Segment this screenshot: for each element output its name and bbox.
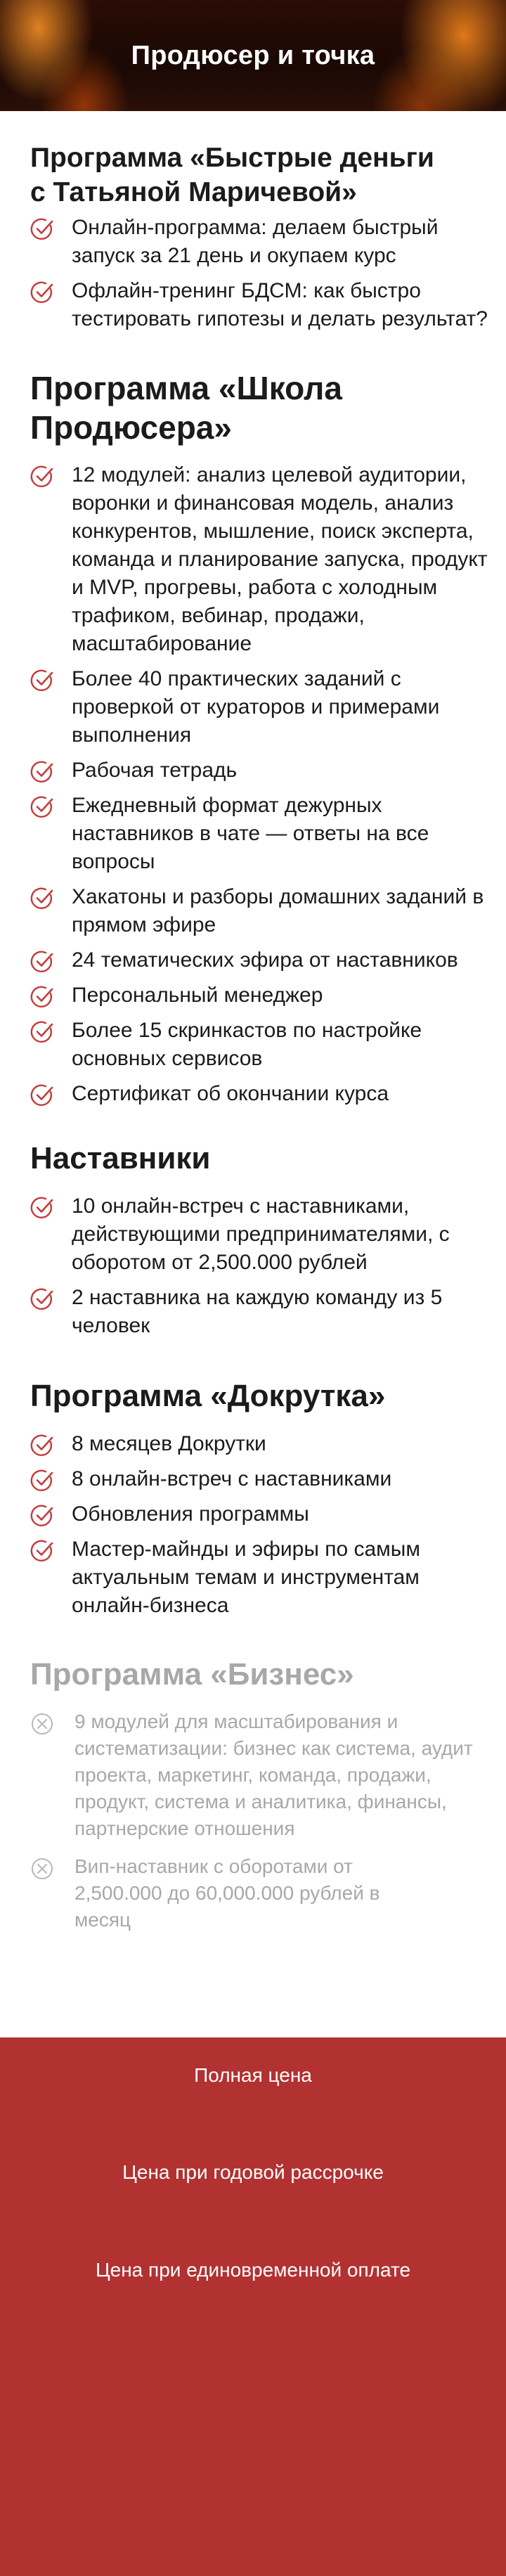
list-item-text: Обновления программы [72,1502,309,1526]
list-item [30,1500,493,1528]
list-item [30,883,493,939]
list-item-text: Более 40 практических заданий с проверкой от кураторов и примерами выполнения [72,667,440,747]
check-circle-icon [30,1434,54,1457]
check-circle-icon [30,1539,54,1563]
check-circle-icon [30,669,54,693]
list-item [30,665,493,749]
check-circle-icon [30,1196,54,1220]
list-item-text: 10 онлайн-встреч с наставниками, действующими предпринимателями, с оборотом от 2,500.000 рублей [72,1194,450,1274]
list-item [30,1284,493,1340]
list-item [30,981,493,1010]
tariff-content [0,111,506,1933]
check-circle-icon [30,1504,54,1528]
list-item-text: Офлайн-тренинг БДСМ: как быстро тестировать гипотезы и делать результат? [72,279,488,330]
list-item [30,1080,493,1108]
list-item [30,1430,493,1458]
check-circle-icon [30,281,54,304]
list-item-text: 8 месяцев Докрутки [72,1432,266,1455]
list-item [30,792,493,876]
list-item-text: 24 тематических эфира от наставников [72,948,458,972]
check-circle-icon [30,1020,54,1044]
feature-list-business [30,1708,506,1933]
list-item-text: Вип-наставник с оборотами от 2,500.000 до 60,000.000 рублей в месяц [74,1855,380,1931]
list-item [30,1853,496,1933]
hero-header [0,0,506,111]
check-circle-icon [30,795,54,819]
x-circle-icon [30,1712,54,1736]
page-title: Продюсер и точка [131,41,375,70]
list-item-text: 12 модулей: анализ целевой аудитории, воронки и финансовая модель, анализ конкурентов, мышление, поиск эксперта, команда и планирование запуска, продукт и MVP, прогревы, работа с холодным трафиком, вебинар, продажи, масштабирование [72,463,488,655]
list-item [30,946,493,974]
feature-list-mentors [30,1192,506,1340]
check-circle-icon [30,1083,54,1107]
check-circle-icon [30,465,54,489]
installment-price-label: Цена при годовой рассрочке [122,2161,384,2183]
list-item-text: Персональный менеджер [72,984,323,1007]
list-item-text: Более 15 скринкастов по настройке основных сервисов [72,1019,422,1070]
section-title-mentors: Наставники [30,1141,211,1176]
section-title-dokrutka: Программа «Докрутка» [30,1379,386,1413]
list-item [30,1465,493,1493]
check-circle-icon [30,1287,54,1311]
feature-list-fast-money [30,214,506,333]
full-price-label: Полная цена [194,2064,312,2086]
list-item-text: Ежедневный формат дежурных наставников в чате — ответы на все вопросы [72,794,429,873]
list-item-text: Рабочая тетрадь [72,759,238,782]
check-circle-icon [30,985,54,1009]
check-circle-icon [30,887,54,910]
check-circle-icon [30,217,54,241]
list-item [30,1535,493,1620]
feature-list-producer-school [30,461,506,1108]
list-item [30,1708,496,1842]
list-item [30,1192,493,1277]
list-item-text: Онлайн-программа: делаем быстрый запуск за 21 день и окупаем курс [72,216,439,267]
check-circle-icon [30,760,54,784]
list-item [30,277,493,333]
list-item-text: 2 наставника на каждую команду из 5 человек [72,1286,443,1337]
feature-list-dokrutka [30,1430,506,1620]
list-item [30,461,493,658]
check-circle-icon [30,950,54,974]
section-title-business: Программа «Бизнес» [30,1657,354,1692]
x-circle-icon [30,1857,54,1881]
list-item-text: Сертификат об окончании курса [72,1082,389,1105]
list-item [30,214,493,270]
check-circle-icon [30,1469,54,1493]
list-item-text: 9 модулей для масштабирования и систематизации: бизнес как система, аудит проекта, маркетинг, команда, продажи, продукт, система и аналитика, финансы, партнерские отношения [74,1711,473,1839]
list-item-text: Хакатоны и разборы домашних заданий в прямом эфире [72,885,484,936]
list-item-text: 8 онлайн-встреч с наставниками [72,1467,392,1490]
section-title-producer-school: Программа «Школа Продюсера» [30,370,342,446]
one-time-price-label: Цена при единовременной оплате [95,2259,411,2281]
list-item [30,756,493,785]
list-item-text: Мастер-майнды и эфиры по самым актуальным темам и инструментам онлайн-бизнеса [72,1538,420,1617]
section-title-fast-money: Программа «Быстрые деньги с Татьяной Маричевой» [30,143,434,207]
pricing-footer [0,2037,506,2576]
list-item [30,1017,493,1073]
